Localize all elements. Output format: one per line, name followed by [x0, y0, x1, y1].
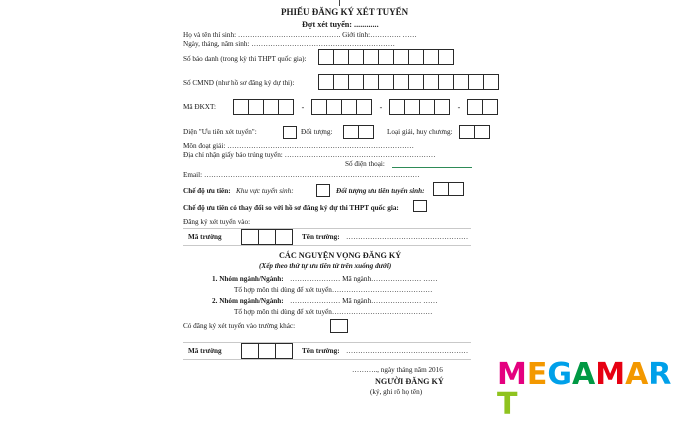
- dob-line: Ngày, tháng, năm sinh: ……………………………………………………: [183, 40, 395, 48]
- changed-label: Chế độ ưu tiên có thay đổi so với hồ sơ đăng ký dự thi THPT quốc gia:: [183, 204, 399, 212]
- phone-underline: [392, 167, 472, 168]
- exam-id-label: Số báo danh (trong kỳ thi THPT quốc gia):: [183, 55, 307, 63]
- changed-box[interactable]: [413, 200, 427, 212]
- other-school-label: Có đăng ký xét tuyển vào trường khác:: [183, 322, 296, 330]
- award-boxes[interactable]: [459, 125, 490, 139]
- school-name-dots-2: ……………………………………………: [346, 347, 469, 355]
- megamart-logo: [497, 357, 680, 422]
- row2-top-rule: [183, 342, 471, 343]
- register-label: Đăng ký xét tuyển vào:: [183, 218, 251, 226]
- phone-line: Số điện thoại:: [345, 160, 385, 168]
- combo2-line: Tổ hợp môn thi dùng để xét tuyển……………………………………: [234, 308, 433, 316]
- name-line: Họ và tên thí sinh: ……………………………………. Giới tính:…………. ……: [183, 31, 417, 39]
- signer-title: NGƯỜI ĐĂNG KÝ: [375, 377, 444, 386]
- logo-letter: R: [648, 357, 672, 392]
- cmnd-label: Số CMND (như hồ sơ đăng ký dự thi):: [183, 79, 295, 87]
- form-title: PHIẾU ĐĂNG KÝ XÉT TUYỂN: [281, 7, 409, 17]
- row2-bottom-rule: [183, 359, 471, 360]
- dkxt-label: Mã ĐKXT:: [183, 103, 216, 111]
- round-label: Đợt xét tuyển: ............: [302, 20, 379, 29]
- group1-label: 1. Nhóm ngành/Ngành:: [212, 275, 284, 283]
- subject-label: Đối tượng:: [301, 128, 333, 136]
- logo-letter: A: [571, 357, 596, 392]
- priority-box[interactable]: [283, 126, 297, 139]
- row1-top-rule: [183, 228, 471, 229]
- logo-letter: G: [547, 357, 572, 392]
- logo-letter: A: [625, 357, 649, 392]
- school-name-label: Tên trường:: [302, 233, 340, 241]
- other-school-box[interactable]: [330, 319, 348, 333]
- wishes-title: CÁC NGUYỆN VỌNG ĐĂNG KÝ: [279, 251, 402, 260]
- logo-letter: M: [595, 357, 626, 392]
- region-box[interactable]: [316, 184, 330, 197]
- exam-id-boxes[interactable]: [318, 49, 454, 65]
- school-code-label-2: Mã trường: [188, 347, 222, 355]
- priority-subject-boxes[interactable]: [433, 182, 464, 196]
- combo1-line: Tổ hợp môn thi dùng để xét tuyển……………………………………: [234, 286, 433, 294]
- cmnd-boxes[interactable]: [318, 74, 499, 90]
- priority-subject-label: Đối tượng ưu tiên tuyển sinh:: [336, 187, 425, 195]
- school-code-boxes-2[interactable]: [241, 343, 293, 359]
- priority-mode-label: Chế độ ưu tiên:: [183, 187, 231, 195]
- logo-letter: M: [497, 357, 527, 392]
- award-label: Loại giải, huy chương:: [387, 128, 453, 136]
- school-name-dots: ……………………………………………: [346, 233, 469, 241]
- logo-letter: E: [526, 357, 548, 392]
- priority-label: Diện "Ưu tiên xét tuyển":: [183, 128, 257, 136]
- wishes-note: (Xếp theo thứ tự ưu tiên từ trên xuống dưới): [259, 262, 392, 270]
- group2-dots: ………………… Mã ngành………………… ……: [290, 297, 438, 305]
- region-label: Khu vực tuyển sinh:: [236, 187, 294, 195]
- subject-boxes[interactable]: [343, 125, 374, 139]
- school-name-label-2: Tên trường:: [302, 347, 340, 355]
- group2-label: 2. Nhóm ngành/Ngành:: [212, 297, 284, 305]
- subject-award-line: Môn đoạt giải: ……………………………………………………………………: [183, 142, 414, 150]
- school-code-label: Mã trường: [188, 233, 222, 241]
- school-code-boxes[interactable]: [241, 229, 293, 245]
- logo-letter: T: [497, 387, 518, 422]
- row1-bottom-rule: [183, 245, 471, 246]
- group1-dots: ………………… Mã ngành………………… ……: [290, 275, 438, 283]
- dkxt-boxes[interactable]: - - -: [233, 99, 498, 115]
- top-tick: [339, 0, 340, 6]
- email-line: Email: ………………………………………………………………………………: [183, 171, 420, 179]
- signer-note: (ký, ghi rõ họ tên): [370, 388, 423, 396]
- address-line: Địa chỉ nhận giấy báo trúng tuyển: ………………………………………………………: [183, 151, 436, 159]
- date-line: ……….., ngày tháng năm 2016: [352, 366, 443, 374]
